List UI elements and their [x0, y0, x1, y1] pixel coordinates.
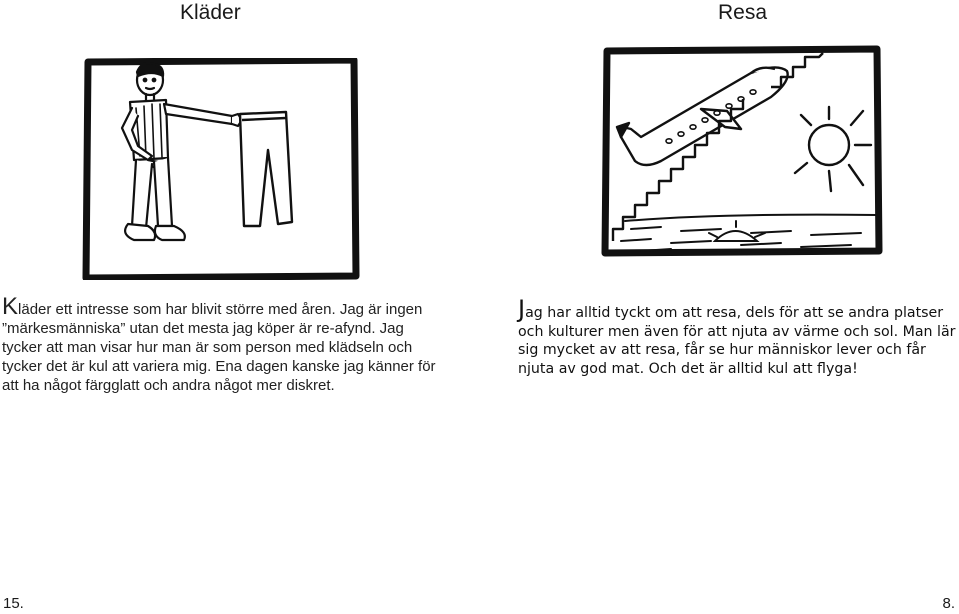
water-drawing: [621, 215, 877, 252]
right-paragraph-body: ag har alltid tyckt om att resa, dels för att se andra platser och kulturer men även för att njuta av värme och sol. Man lär sig mycket av att resa, får se hur människor lever och får njuta av god mat. Och det är alltid kul att flyga!: [518, 305, 956, 377]
airplane-drawing: [617, 67, 788, 165]
travel-illustration: [601, 45, 883, 257]
pants-drawing: [240, 112, 292, 226]
left-paragraph: [2, 293, 442, 395]
person-figure: [122, 63, 242, 240]
left-paragraph-body: läder ett intresse som har blivit större med åren. Jag är ingen ”märkesmänniska” utan det mesta jag köper är re-afynd. Jag tycker att man visar hur man är som person med klädseln och tycker det är kul att variera mig. Ena dagen kanske jag känner för att ha något färgglatt och andra något mer diskret.: [2, 301, 436, 394]
sun-drawing: [795, 107, 871, 191]
right-paragraph: [518, 295, 959, 378]
left-paragraph-initial: K: [2, 293, 19, 320]
clothes-illustration: [82, 58, 360, 280]
right-paragraph-initial: J: [518, 295, 526, 323]
right-page-number: 8.: [942, 595, 955, 612]
frame-border: [86, 60, 356, 278]
left-page-title: Kläder: [180, 1, 241, 24]
left-page-number: 15.: [3, 595, 24, 612]
right-page-title: Resa: [718, 1, 768, 24]
